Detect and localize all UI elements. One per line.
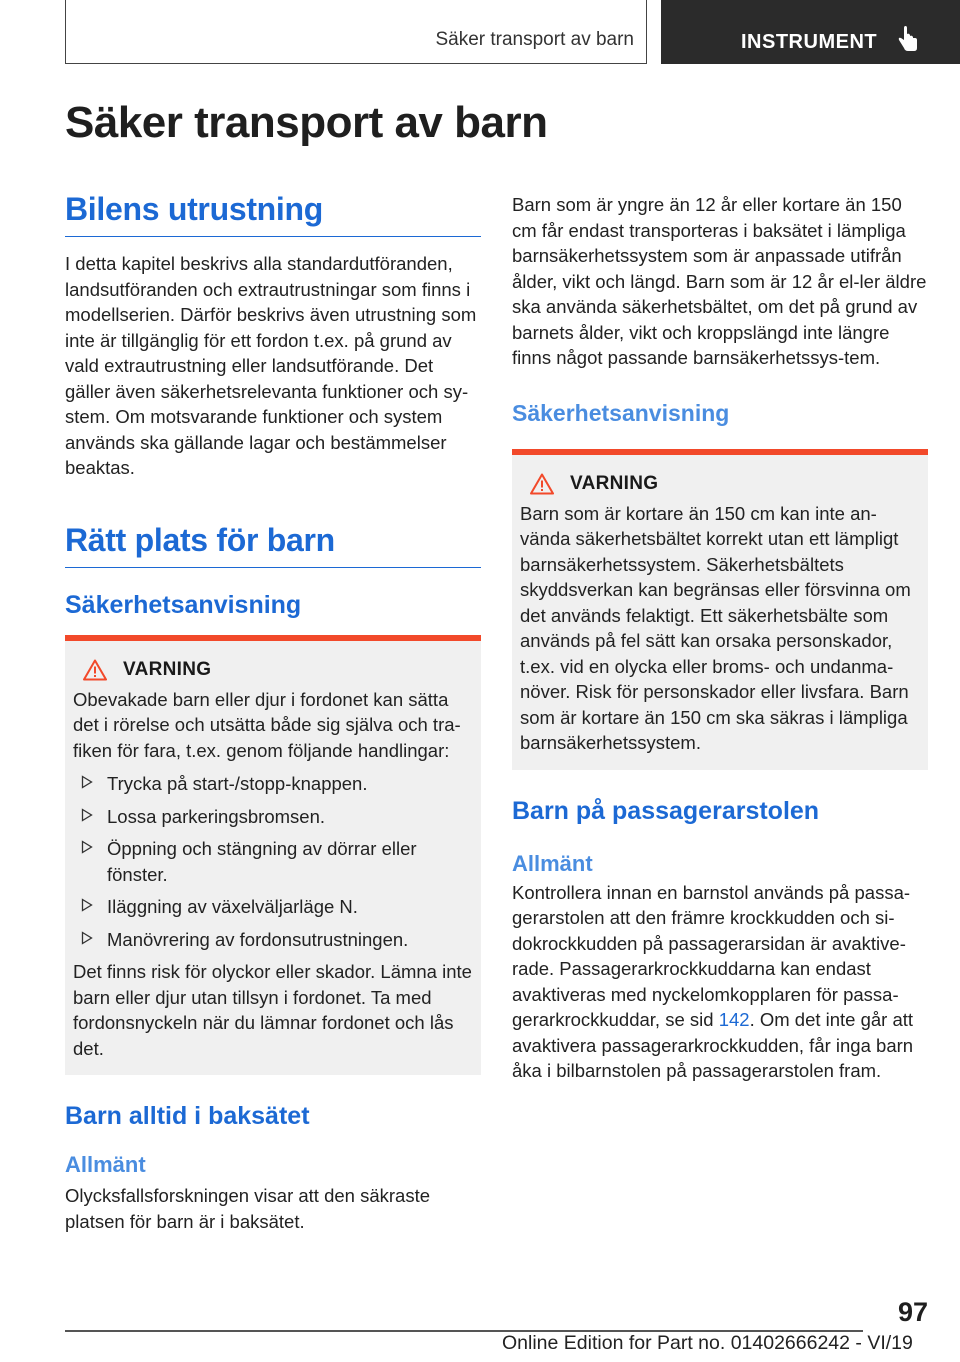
list-item: Trycka på start-/stopp-knappen. bbox=[73, 771, 473, 797]
hand-pointer-icon bbox=[896, 26, 920, 54]
vehicle-equipment-text: I detta kapitel beskrivs alla standardutföranden, landsutföranden och extrautrustningar som finns i modellserien. Därför beskrivs även utrustning som inte är tillgänglig för ett fordon t.ex. på grund av vald extrautrustning eller landsutförande. Det gäller även säkerhetsrelevanta funktioner och sy-stem. Om motsvarande funktioner och system används ska gällande lagar och bestämmelser beaktas. bbox=[65, 253, 477, 478]
triangle-bullet-icon bbox=[81, 840, 93, 854]
page-title: Säker transport av barn bbox=[65, 98, 548, 147]
section-title-vehicle-equipment: Bilens utrustning bbox=[65, 190, 481, 237]
subsection-safety-notice: Säkerhetsanvisning bbox=[65, 590, 302, 619]
left-column bbox=[65, 190, 481, 1234]
header-section-box bbox=[65, 0, 647, 64]
header-chapter-tab[interactable] bbox=[661, 0, 960, 64]
page-reference-link[interactable]: 142 bbox=[718, 1009, 750, 1030]
list-item: Öppning och stängning av dörrar eller fönster. bbox=[73, 836, 473, 887]
passenger-seat-text: Kontrollera innan en barnstol används på passa-gerarstolen att den främre krockkudden och si-dokrockkudden på passagerarsidan är avaktive-rade. Passagerarkrockkuddarna kan endast avaktiveras med nyckelomkopplaren för passa-gerarkrockkuddar, se sid 142. Om det inte går att avaktivera passagerarkrockkudden, får inga barn åka i bilbarnstolen på passagerarstolen fram. bbox=[512, 881, 914, 1081]
child-size-intro-text: Barn som är yngre än 12 år eller kortare än 150 cm får endast transporteras i baksätet i lämpliga barnsäkerhetssystem som är anpassade utifrån ålder, vikt och längd. Barn som är 12 år el-ler äldre ska använda säkerhetsbältet, om det på grund av barnets ålder, vikt och kroppslängd inte längre finns något passande barnsäkerhetssys-tem. bbox=[512, 194, 927, 368]
warning-title: VARNING bbox=[570, 472, 659, 494]
section-title-right-seat: Rätt plats för barn bbox=[65, 521, 481, 568]
list-item: Lossa parkeringsbromsen. bbox=[73, 804, 473, 830]
triangle-bullet-icon bbox=[81, 808, 93, 822]
warning-box-seatbelt bbox=[512, 449, 928, 770]
warning-intro: Obevakade barn eller djur i fordonet kan sätta det i rörelse och utsätta både sig själva och tra-fiken för fara, t.ex. genom följande handlingar: bbox=[73, 688, 461, 761]
right-column bbox=[512, 190, 928, 1084]
subsection-safety-notice-right: Säkerhetsanvisning bbox=[512, 399, 730, 426]
triangle-bullet-icon bbox=[81, 931, 93, 945]
warning-triangle-icon bbox=[530, 473, 554, 495]
footer-edition-text: Online Edition for Part no. 01402666242 - VI/19 bbox=[502, 1332, 913, 1354]
triangle-bullet-icon bbox=[81, 898, 93, 912]
header-tab-label: INSTRUMENT bbox=[741, 31, 878, 53]
warning-action-list bbox=[73, 771, 473, 952]
warning-header bbox=[520, 473, 920, 495]
section-title-rear-seat: Barn alltid i baksätet bbox=[65, 1102, 310, 1130]
page-number: 97 bbox=[897, 1297, 928, 1327]
warning-header bbox=[73, 659, 473, 681]
header-section-title: Säker transport av barn bbox=[435, 29, 634, 50]
list-item: Iläggning av växelväljarläge N. bbox=[73, 894, 473, 920]
warning-triangle-icon bbox=[83, 659, 107, 681]
section-title-passenger-seat: Barn på passagerarstolen bbox=[512, 796, 820, 825]
rear-seat-text: Olycksfallsforskningen visar att den säkraste platsen för barn är i baksätet. bbox=[65, 1185, 431, 1232]
warning-text: Barn som är kortare än 150 cm kan inte an-vända säkerhetsbältet korrekt utan ett lämpligt barnsäkerhetssystem. Säkerhetsbältets skyddsverkan kan begränsas eller försvinna om det används felaktigt. Ett säkerhetsbälte som används på fel sätt kan orsaka personskador, t.ex. vid en olycka eller broms- och undanma-növer. Risk för personskador eller livsfara. Barn som är kortare än 150 cm ska säkras i lämpliga barnsäkerhetssystem. bbox=[520, 502, 911, 753]
warning-outro: Det finns risk för olyckor eller skador. Lämna inte barn eller djur utan tillsyn i fordonet. Ta med fordonsnyckeln när du lämnar fordonet och lås det. bbox=[73, 961, 472, 1059]
warning-box-unattended bbox=[65, 635, 481, 1076]
warning-title: VARNING bbox=[123, 658, 212, 680]
triangle-bullet-icon bbox=[81, 775, 93, 789]
subsection-general-rear: Allmänt bbox=[65, 1152, 146, 1177]
list-item: Manövrering av fordonsutrustningen. bbox=[73, 927, 473, 953]
subsection-general-passenger: Allmänt bbox=[512, 850, 593, 876]
